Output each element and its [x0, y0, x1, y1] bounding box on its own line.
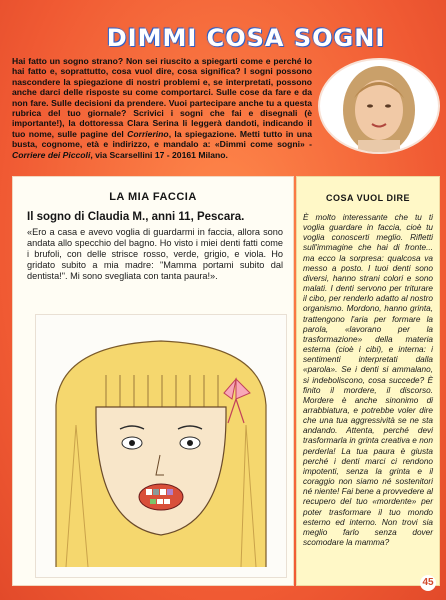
- intro-corrierino: Corrierino: [127, 128, 169, 139]
- intro-paper-name: Corriere dei Piccoli: [12, 149, 91, 160]
- dream-title: Il sogno di Claudia M., anni 11, Pescara.: [27, 211, 245, 223]
- dream-panel: [12, 176, 294, 586]
- intro-text-a: Hai fatto un sogno strano? Non sei riuscito a spiegarti come e perché lo hai fatto e, soprattutto, cosa vuol dire, cosa significa? I sogni possono nascondere la spiegazione di nostri problemi e, se interpretati, possono anche darci delle risposte su come comportarci. Sulle cose da fare e da non fare. Sulle decisioni da prendere. Vuoi partecipare anche tu a questa rubrica del tuo giornale? Scrivici i sogni che fai e disegnali (è importante!), la dottoressa Clara Serina li leggerà dandoti, indicando il tuo nome, sulle pagine del: [12, 56, 312, 139]
- column-banner-title: DIMMI COSA SOGNI: [106, 24, 386, 52]
- author-portrait: [318, 58, 440, 154]
- section-title: LA MIA FACCIA: [109, 191, 197, 203]
- intro-text-b: , la spiegazione. Metti tutto in una busta, cognome, età e indirizzo, e mandalo a: «Dimmi come sogni» -: [12, 128, 312, 150]
- interpretation-title: COSA VUOL DIRE: [325, 193, 410, 203]
- intro-address: , via Scarsellini 17 - 20161 Milano.: [90, 149, 228, 160]
- interpretation-panel: [296, 176, 440, 586]
- child-drawing: [35, 314, 287, 578]
- woman-portrait-icon: [320, 60, 438, 152]
- intro-paragraph: [12, 56, 312, 160]
- page-number: 45: [420, 575, 436, 591]
- face-drawing-icon: [36, 315, 286, 577]
- interpretation-text: È molto interessante che tu ti voglia guardare in faccia, cioè tu voglia conoscerti meglio. Rifletti sull'immagine che hai di fronte... ma ecco la sorpresa: qualcosa va messo a posto. I tuoi denti sono diversi, hanno strani colori e sono malati. I denti servono per triturare il cibo, per renderlo adatto al nostro organismo. Mordono, hanno grinta, trattengono l'aria per formare la parola, «lavorano per la trasformazione» della materia esterna (cioè i cibi), e interna: i sentimenti interpretati dalla «parola». Se i denti si ammalano, si indeboliscono, cosa succede? È finito il morderе, il discorso. Mordere è anche sinonimo di arrabbiatura, e potrebbe voler dire che una tua aggressività se ne sta andando. Attenta, perché devi trasformarla in grinta creativa e non perderla! La tua paura è giusta perché i denti marci ci rendono impotenti, senza la grinta e il coraggio non siamo né sostenitori né niente! Fai bene a provvedere al recupero del tuo «mordente» per poter trasformare il tuo mondo esterno ed interno. Non trovi sia meglio farlo senza dover scomodare la mamma?: [303, 213, 433, 547]
- dream-text: «Ero a casa e avevo voglia di guardarmi in faccia, allora sono andata allo specchio del bagno. Ho visto i miei denti fatti come i brufoli, con delle strisce rosso, verde, grigio, e viola. Ho gridato subito a mia madre: "Mamma portami subito dal dentista!". Mi sono svegliata con tanta paura!».: [27, 227, 283, 281]
